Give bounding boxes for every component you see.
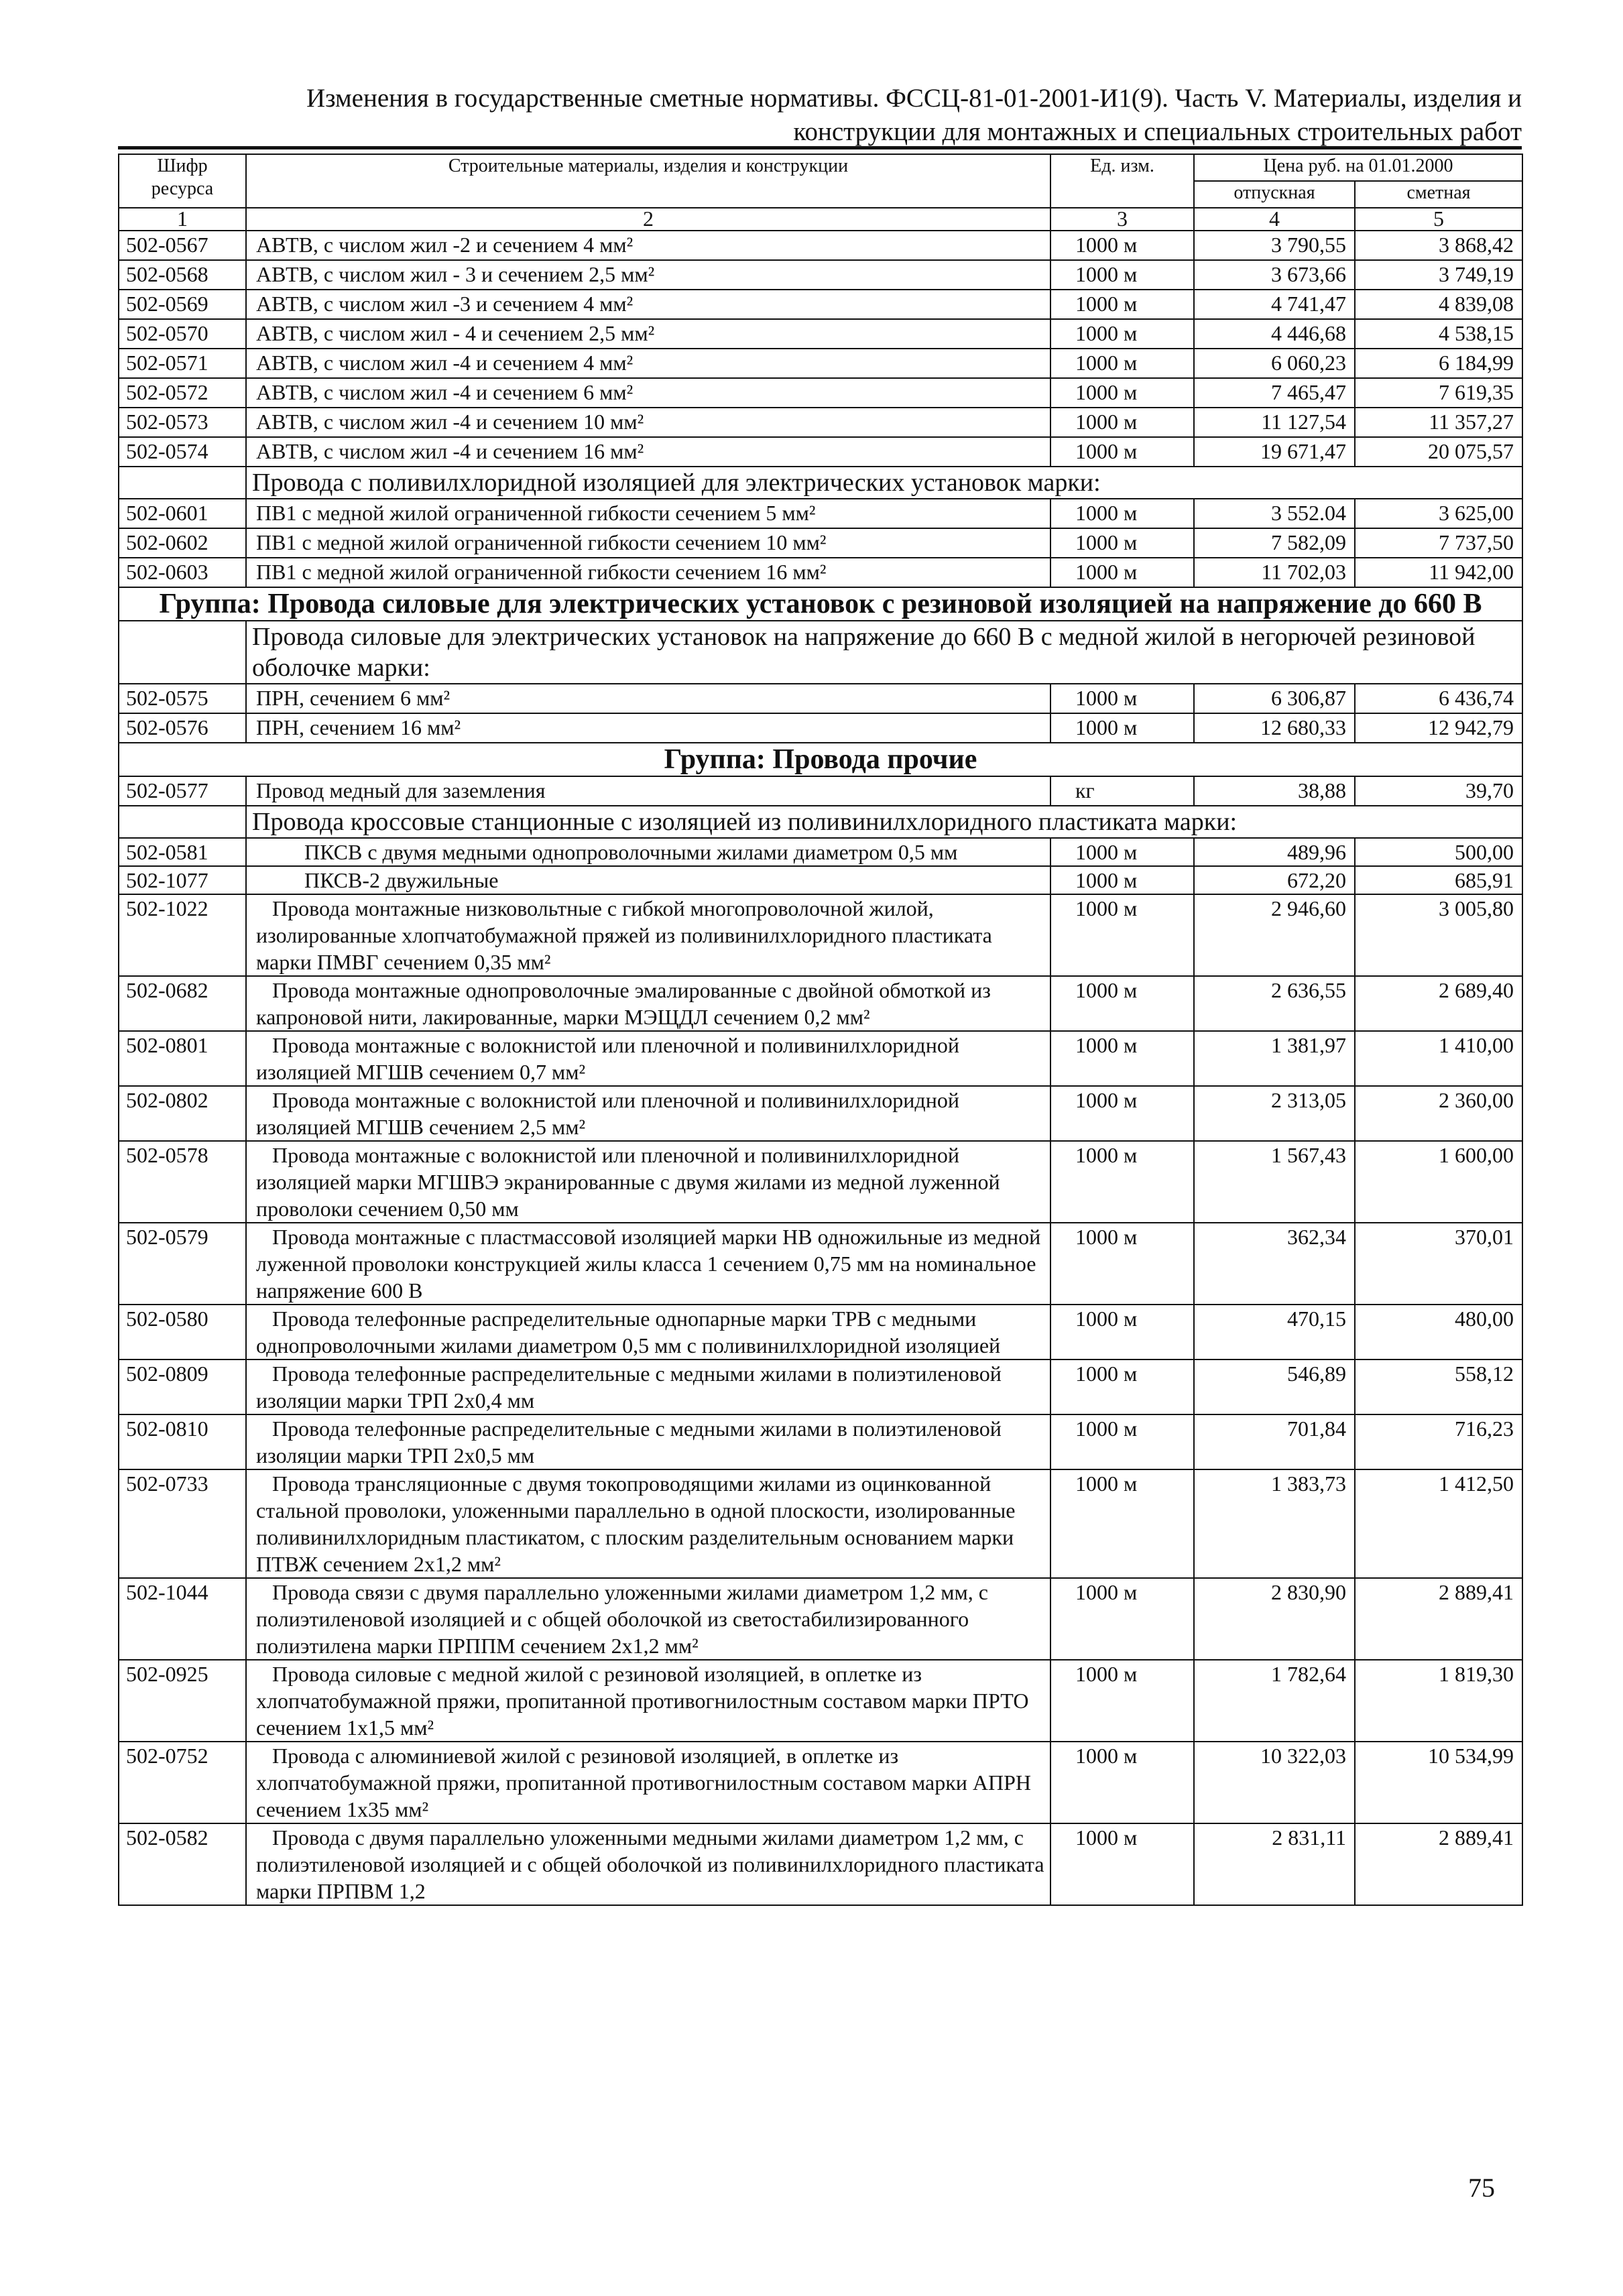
material-name: Провода трансляционные с двумя токопроводящими жилами из оцинкованной стальной проволоки, уложенными параллельно в одной плоскости, изолированные поливинилхлоридным пластикатом, с плоским разделительным основанием марки ПТВЖ сечением 2х1,2 мм²: [246, 1469, 1050, 1578]
material-name: Провода монтажные низковольтные с гибкой многопроволочной жилой, изолированные хлопчатобумажной пряжей из поливинилхлоридного пластиката марки ПМВГ сечением 0,35 мм²: [246, 894, 1050, 976]
resource-code: 502-0578: [119, 1141, 246, 1223]
table-row: [119, 319, 1522, 349]
estimate-price: 20 075,57: [1355, 437, 1522, 467]
material-name: АВТВ, с числом жил -4 и сечением 4 мм²: [246, 349, 1050, 378]
table-row: [119, 1086, 1522, 1141]
table-row: [119, 528, 1522, 558]
release-price: 4 446,68: [1194, 319, 1355, 349]
table-row: [119, 1141, 1522, 1223]
material-name: ПВ1 с медной жилой ограниченной гибкости сечением 10 мм²: [246, 528, 1050, 558]
unit-of-measure: 1000 м: [1050, 1086, 1194, 1141]
header-rule: [118, 146, 1522, 149]
material-name: ПРН, сечением 6 мм²: [246, 684, 1050, 713]
subheading-pv1: [119, 467, 1522, 499]
table-header-row: [119, 154, 1522, 181]
estimate-price: 3 625,00: [1355, 499, 1522, 528]
estimate-price: 6 184,99: [1355, 349, 1522, 378]
resource-code: 502-0603: [119, 558, 246, 587]
table-row: [119, 838, 1522, 866]
table-row: [119, 1360, 1522, 1414]
group-heading-power: [119, 587, 1522, 621]
unit-of-measure: 1000 м: [1050, 684, 1194, 713]
resource-code: 502-0571: [119, 349, 246, 378]
material-name: ПКСВ с двумя медными однопроволочными жилами диаметром 0,5 мм: [246, 838, 1050, 866]
resource-code: 502-0573: [119, 408, 246, 437]
table-row: [119, 684, 1522, 713]
unit-of-measure: 1000 м: [1050, 1578, 1194, 1660]
material-name: Провода силовые с медной жилой с резиновой изоляцией, в оплетке из хлопчатобумажной пряжи, пропитанной противогнилостным составом марки ПРТО сечением 1х1,5 мм²: [246, 1660, 1050, 1742]
subheading-cross-text: Провода кроссовые станционные с изоляцией из поливинилхлоридного пластиката марки:: [246, 806, 1522, 838]
release-price: 19 671,47: [1194, 437, 1355, 467]
resource-code: 502-0601: [119, 499, 246, 528]
material-name: АВТВ, с числом жил - 3 и сечением 2,5 мм²: [246, 260, 1050, 290]
resource-code: 502-0574: [119, 437, 246, 467]
material-name: Провода телефонные распределительные с медными жилами в полиэтиленовой изоляции марки ТРП 2х0,4 мм: [246, 1360, 1050, 1414]
col-number-2: 2: [246, 208, 1050, 231]
header-code: Шифр ресурса: [119, 154, 246, 208]
group-heading-power-title: Группа: Провода силовые для электрических установок с резиновой изоляцией на напряжение до 660 В: [119, 587, 1522, 621]
release-price: 1 782,64: [1194, 1660, 1355, 1742]
estimate-price: 370,01: [1355, 1223, 1522, 1305]
release-price: 38,88: [1194, 776, 1355, 806]
estimate-price: 3 749,19: [1355, 260, 1522, 290]
column-number-row: [119, 208, 1522, 231]
release-price: 546,89: [1194, 1360, 1355, 1414]
release-price: 12 680,33: [1194, 713, 1355, 743]
unit-of-measure: 1000 м: [1050, 1223, 1194, 1305]
material-name: Провод медный для заземления: [246, 776, 1050, 806]
release-price: 7 465,47: [1194, 378, 1355, 408]
release-price: 4 741,47: [1194, 290, 1355, 319]
estimate-price: 3 005,80: [1355, 894, 1522, 976]
header-name: Строительные материалы, изделия и конструкции: [246, 154, 1050, 208]
table-row: [119, 1742, 1522, 1823]
unit-of-measure: 1000 м: [1050, 378, 1194, 408]
estimate-price: 11 357,27: [1355, 408, 1522, 437]
table-row: [119, 1031, 1522, 1086]
release-price: 672,20: [1194, 866, 1355, 894]
table-row: [119, 1223, 1522, 1305]
release-price: 1 567,43: [1194, 1141, 1355, 1223]
material-name: АВТВ, с числом жил -4 и сечением 16 мм²: [246, 437, 1050, 467]
resource-code: 502-0925: [119, 1660, 246, 1742]
resource-code: 502-0809: [119, 1360, 246, 1414]
release-price: 11 702,03: [1194, 558, 1355, 587]
estimate-price: 6 436,74: [1355, 684, 1522, 713]
table-row: [119, 349, 1522, 378]
resource-code: 502-1022: [119, 894, 246, 976]
estimate-price: 39,70: [1355, 776, 1522, 806]
release-price: 362,34: [1194, 1223, 1355, 1305]
material-name: АВТВ, с числом жил -2 и сечением 4 мм²: [246, 231, 1050, 260]
unit-of-measure: 1000 м: [1050, 1742, 1194, 1823]
resource-code: 502-0568: [119, 260, 246, 290]
material-name: Провода с двумя параллельно уложенными медными жилами диаметром 1,2 мм, с полиэтиленовой изоляцией и с общей оболочкой из поливинилхлоридного пластиката марки ПРПВМ 1,2: [246, 1823, 1050, 1905]
resource-code: 502-0752: [119, 1742, 246, 1823]
unit-of-measure: 1000 м: [1050, 408, 1194, 437]
resource-code: 502-1044: [119, 1578, 246, 1660]
estimate-price: 1 819,30: [1355, 1660, 1522, 1742]
release-price: 2 946,60: [1194, 894, 1355, 976]
unit-of-measure: 1000 м: [1050, 1660, 1194, 1742]
material-name: АВТВ, с числом жил -3 и сечением 4 мм²: [246, 290, 1050, 319]
release-price: 2 830,90: [1194, 1578, 1355, 1660]
unit-of-measure: кг: [1050, 776, 1194, 806]
estimate-price: 716,23: [1355, 1414, 1522, 1469]
material-name: ПРН, сечением 16 мм²: [246, 713, 1050, 743]
material-name: Провода связи с двумя параллельно уложенными жилами диаметром 1,2 мм, с полиэтиленовой изоляцией и с общей оболочкой из светостабилизированного полиэтилена марки ПРППМ сечением 2х1,2 мм²: [246, 1578, 1050, 1660]
group-heading-other: [119, 743, 1522, 776]
header-price: Цена руб. на 01.01.2000: [1194, 154, 1522, 181]
header-estimate: сметная: [1355, 181, 1522, 208]
resource-code: 502-0802: [119, 1086, 246, 1141]
table-row: [119, 1414, 1522, 1469]
subheading-prn-text: Провода силовые для электрических установок на напряжение до 660 В с медной жилой в негорючей резиновой оболочке марки:: [246, 621, 1522, 684]
running-header-line-2: конструкции для монтажных и специальных строительных работ: [793, 117, 1522, 146]
release-price: 6 060,23: [1194, 349, 1355, 378]
resource-code: 502-0567: [119, 231, 246, 260]
unit-of-measure: 1000 м: [1050, 349, 1194, 378]
table-row: [119, 378, 1522, 408]
release-price: 2 313,05: [1194, 1086, 1355, 1141]
material-name: Провода телефонные распределительные однопарные марки ТРВ с медными однопроволочными жилами диаметром 0,5 мм с поливинилхлоридной изоляцией: [246, 1305, 1050, 1360]
unit-of-measure: 1000 м: [1050, 838, 1194, 866]
resource-code: 502-0580: [119, 1305, 246, 1360]
subhead-code-blank: [119, 806, 246, 838]
release-price: 3 790,55: [1194, 231, 1355, 260]
group-heading-other-title: Группа: Провода прочие: [119, 743, 1522, 776]
estimate-price: 500,00: [1355, 838, 1522, 866]
estimate-price: 1 600,00: [1355, 1141, 1522, 1223]
resource-code: 502-0682: [119, 976, 246, 1031]
unit-of-measure: 1000 м: [1050, 260, 1194, 290]
estimate-price: 558,12: [1355, 1360, 1522, 1414]
table-row: [119, 894, 1522, 976]
page-number: 75: [1468, 2173, 1495, 2203]
resource-code: 502-0581: [119, 838, 246, 866]
resource-code: 502-0577: [119, 776, 246, 806]
release-price: 2 636,55: [1194, 976, 1355, 1031]
release-price: 6 306,87: [1194, 684, 1355, 713]
material-name: АВТВ, с числом жил - 4 и сечением 2,5 мм²: [246, 319, 1050, 349]
running-header: [118, 82, 1522, 149]
unit-of-measure: 1000 м: [1050, 1414, 1194, 1469]
material-name: ПВ1 с медной жилой ограниченной гибкости сечением 5 мм²: [246, 499, 1050, 528]
unit-of-measure: 1000 м: [1050, 499, 1194, 528]
subhead-code-blank: [119, 621, 246, 684]
estimate-price: 685,91: [1355, 866, 1522, 894]
subheading-pv1-text: Провода с поливилхлоридной изоляцией для электрических установок марки:: [246, 467, 1522, 499]
material-name: ПКСВ-2 двужильные: [246, 866, 1050, 894]
estimate-price: 3 868,42: [1355, 231, 1522, 260]
material-name: АВТВ, с числом жил -4 и сечением 6 мм²: [246, 378, 1050, 408]
table-row: [119, 499, 1522, 528]
resource-code: 502-0801: [119, 1031, 246, 1086]
table-row: [119, 231, 1522, 260]
unit-of-measure: 1000 м: [1050, 231, 1194, 260]
resource-code: 502-0733: [119, 1469, 246, 1578]
release-price: 1 381,97: [1194, 1031, 1355, 1086]
estimate-price: 1 412,50: [1355, 1469, 1522, 1578]
unit-of-measure: 1000 м: [1050, 1305, 1194, 1360]
unit-of-measure: 1000 м: [1050, 558, 1194, 587]
subheading-prn: [119, 621, 1522, 684]
estimate-price: 7 737,50: [1355, 528, 1522, 558]
unit-of-measure: 1000 м: [1050, 1031, 1194, 1086]
estimate-price: 1 410,00: [1355, 1031, 1522, 1086]
unit-of-measure: 1000 м: [1050, 1360, 1194, 1414]
estimate-price: 2 689,40: [1355, 976, 1522, 1031]
estimate-price: 2 889,41: [1355, 1578, 1522, 1660]
table-row: [119, 1305, 1522, 1360]
unit-of-measure: 1000 м: [1050, 528, 1194, 558]
resource-code: 502-0572: [119, 378, 246, 408]
estimate-price: 7 619,35: [1355, 378, 1522, 408]
table-row: [119, 976, 1522, 1031]
material-name: Провода монтажные с пластмассовой изоляцией марки НВ одножильные из медной луженной проволоки конструкцией жилы класса 1 сечением 0,75 мм на номинальное напряжение 600 В: [246, 1223, 1050, 1305]
subhead-code-blank: [119, 467, 246, 499]
release-price: 7 582,09: [1194, 528, 1355, 558]
material-name: Провода монтажные однопроволочные эмалированные с двойной обмоткой из капроновой нити, лакированные, марки МЭЩДЛ сечением 0,2 мм²: [246, 976, 1050, 1031]
unit-of-measure: 1000 м: [1050, 713, 1194, 743]
estimate-price: 12 942,79: [1355, 713, 1522, 743]
header-unit: Ед. изм.: [1050, 154, 1194, 208]
release-price: 2 831,11: [1194, 1823, 1355, 1905]
running-header-line-1: Изменения в государственные сметные нормативы. ФССЦ-81-01-2001-И1(9). Часть V. Материалы, изделия и: [306, 84, 1522, 113]
estimate-price: 11 942,00: [1355, 558, 1522, 587]
unit-of-measure: 1000 м: [1050, 1469, 1194, 1578]
col-number-1: 1: [119, 208, 246, 231]
material-name: АВТВ, с числом жил -4 и сечением 10 мм²: [246, 408, 1050, 437]
material-name: Провода телефонные распределительные с медными жилами в полиэтиленовой изоляции марки ТРП 2х0,5 мм: [246, 1414, 1050, 1469]
unit-of-measure: 1000 м: [1050, 437, 1194, 467]
table-row: [119, 713, 1522, 743]
table-row: [119, 290, 1522, 319]
resource-code: 502-0575: [119, 684, 246, 713]
resource-code: 502-0582: [119, 1823, 246, 1905]
table-row: [119, 260, 1522, 290]
resource-code: 502-0579: [119, 1223, 246, 1305]
table-row: [119, 866, 1522, 894]
release-price: 1 383,73: [1194, 1469, 1355, 1578]
table-row: [119, 1660, 1522, 1742]
release-price: 10 322,03: [1194, 1742, 1355, 1823]
unit-of-measure: 1000 м: [1050, 866, 1194, 894]
unit-of-measure: 1000 м: [1050, 1823, 1194, 1905]
col-number-5: 5: [1355, 208, 1522, 231]
resource-code: 502-1077: [119, 866, 246, 894]
release-price: 470,15: [1194, 1305, 1355, 1360]
resource-code: 502-0569: [119, 290, 246, 319]
release-price: 11 127,54: [1194, 408, 1355, 437]
price-table: [118, 154, 1523, 1906]
estimate-price: 2 360,00: [1355, 1086, 1522, 1141]
unit-of-measure: 1000 м: [1050, 319, 1194, 349]
table-row: [119, 558, 1522, 587]
release-price: 701,84: [1194, 1414, 1355, 1469]
material-name: ПВ1 с медной жилой ограниченной гибкости сечением 16 мм²: [246, 558, 1050, 587]
resource-code: 502-0810: [119, 1414, 246, 1469]
table-row: [119, 1578, 1522, 1660]
estimate-price: 4 538,15: [1355, 319, 1522, 349]
unit-of-measure: 1000 м: [1050, 1141, 1194, 1223]
col-number-4: 4: [1194, 208, 1355, 231]
unit-of-measure: 1000 м: [1050, 976, 1194, 1031]
estimate-price: 10 534,99: [1355, 1742, 1522, 1823]
estimate-price: 4 839,08: [1355, 290, 1522, 319]
resource-code: 502-0576: [119, 713, 246, 743]
unit-of-measure: 1000 м: [1050, 894, 1194, 976]
estimate-price: 2 889,41: [1355, 1823, 1522, 1905]
table-row: [119, 437, 1522, 467]
col-number-3: 3: [1050, 208, 1194, 231]
table-row: [119, 1469, 1522, 1578]
unit-of-measure: 1000 м: [1050, 290, 1194, 319]
material-name: Провода монтажные с волокнистой или пленочной и поливинилхлоридной изоляцией марки МГШВЭ экранированные с двумя жилами из медной луженной проволоки сечением 0,50 мм: [246, 1141, 1050, 1223]
resource-code: 502-0570: [119, 319, 246, 349]
material-name: Провода монтажные с волокнистой или пленочной и поливинилхлоридной изоляцией МГШВ сечением 0,7 мм²: [246, 1031, 1050, 1086]
table-row: [119, 408, 1522, 437]
header-release: отпускная: [1194, 181, 1355, 208]
release-price: 3 673,66: [1194, 260, 1355, 290]
estimate-price: 480,00: [1355, 1305, 1522, 1360]
subheading-cross: [119, 806, 1522, 838]
resource-code: 502-0602: [119, 528, 246, 558]
material-name: Провода с алюминиевой жилой с резиновой изоляцией, в оплетке из хлопчатобумажной пряжи, пропитанной противогнилостным составом марки АПРН сечением 1х35 мм²: [246, 1742, 1050, 1823]
release-price: 489,96: [1194, 838, 1355, 866]
table-row: [119, 1823, 1522, 1905]
material-name: Провода монтажные с волокнистой или пленочной и поливинилхлоридной изоляцией МГШВ сечением 2,5 мм²: [246, 1086, 1050, 1141]
table-row: [119, 776, 1522, 806]
release-price: 3 552.04: [1194, 499, 1355, 528]
